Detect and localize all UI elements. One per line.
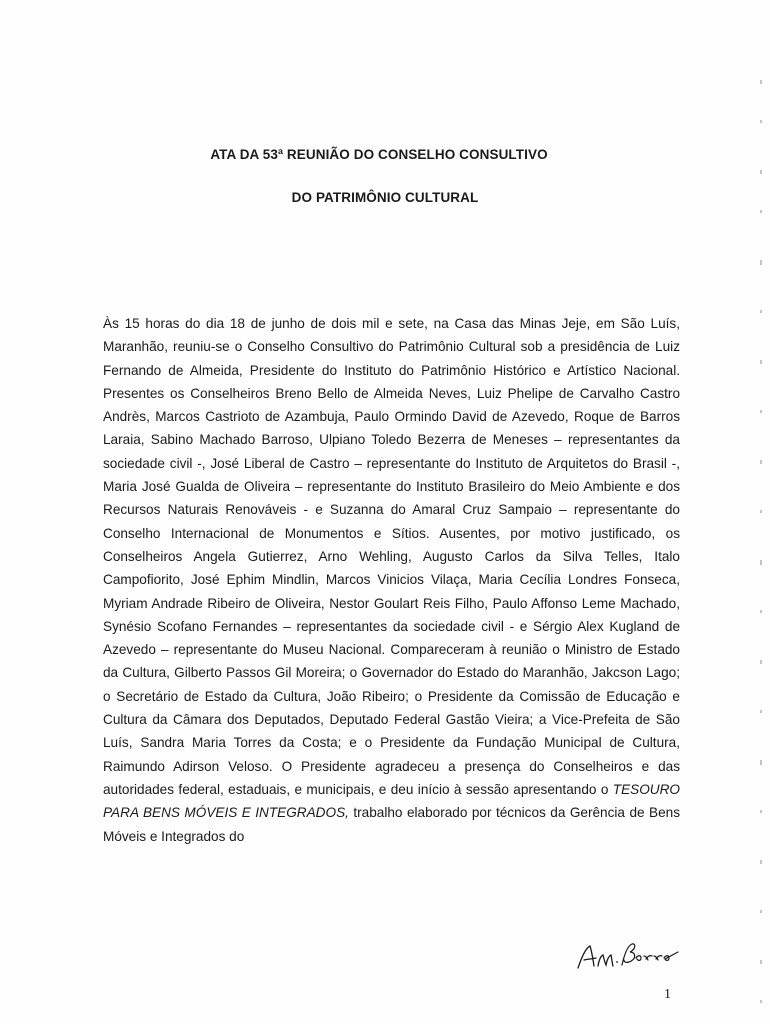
page-number: 1	[664, 987, 671, 1002]
paragraph-text: Às 15 horas do dia 18 de junho de dois mil e sete, na Casa das Minas Jeje, em São Luís, Maranhão, reuniu-se o Conselho Consultivo do Patrimônio Cultural sob a presidência de Luiz Fernando de Almeida, Presidente do Instituto do Patrimônio Histórico e Artístico Nacional. Presentes os Conselheiros Breno Bello de Almeida Neves, Luiz Phelipe de Carvalho Castro Andrès, Marcos Castrioto de Azambuja, Paulo Ormindo David de Azevedo, Roque de Barros Laraia, Sabino Machado Barroso, Ulpiano Toledo Bezerra de Meneses – representantes da sociedade civil -, José Liberal de Castro – representante do Instituto de Arquitetos do Brasil -, Maria José Gualda de Oliveira – representante do Instituto Brasileiro do Meio Ambiente e dos Recursos Naturais Renováveis - e Suzanna do Amaral Cruz Sampaio – representante do Conselho Internacional de Monumentos e Sítios. Ausentes, por motivo justificado, os Conselheiros Angela Gutierrez, Arno Wehling, Augusto Carlos da Silva Telles, Italo Campofiorito, José Ephim Mindlin, Marcos Vinicios Vilaça, Maria Cecília Londres Fonseca, Myriam Andrade Ribeiro de Oliveira, Nestor Goulart Reis Filho, Paulo Affonso Leme Machado, Synésio Scofano Fernandes – representantes da sociedade civil - e Sérgio Alex Kugland de Azevedo – representante do Museu Nacional. Compareceram à reunião o Ministro de Estado da Cultura, Gilberto Passos Gil Moreira; o Governador do Estado do Maranhão, Jakcson Lago; o Secretário de Estado da Cultura, João Ribeiro; o Presidente da Comissão de Educação e Cultura da Câmara dos Deputados, Deputado Federal Gastão Vieira; a Vice-Prefeita de São Luís, Sandra Maria Torres da Costa; e o Presidente da Fundação Municipal de Cultura, Raimundo Adirson Veloso. O Presidente agradeceu a presença do Conselheiros e das autoridades federal, estaduais, e municipais, e deu início à sessão apresentando o	[103, 316, 680, 797]
paragraph-text-continued: trabalho elaborado por técnicos da Gerência de Bens Móveis e Integrados do	[103, 805, 680, 844]
paragraph-italic-title: TESOURO PARA BENS MÓVEIS E INTEGRADOS,	[103, 781, 680, 821]
minutes-paragraph	[103, 312, 680, 848]
signature-icon	[574, 938, 684, 974]
margin-scan-marks	[758, 60, 764, 1020]
document-title-line-1: ATA DA 53ª REUNIÃO DO CONSELHO CONSULTIVO	[210, 147, 548, 162]
paragraph	[103, 312, 680, 848]
document-title-line-2: DO PATRIMÔNIO CULTURAL	[291, 190, 479, 205]
